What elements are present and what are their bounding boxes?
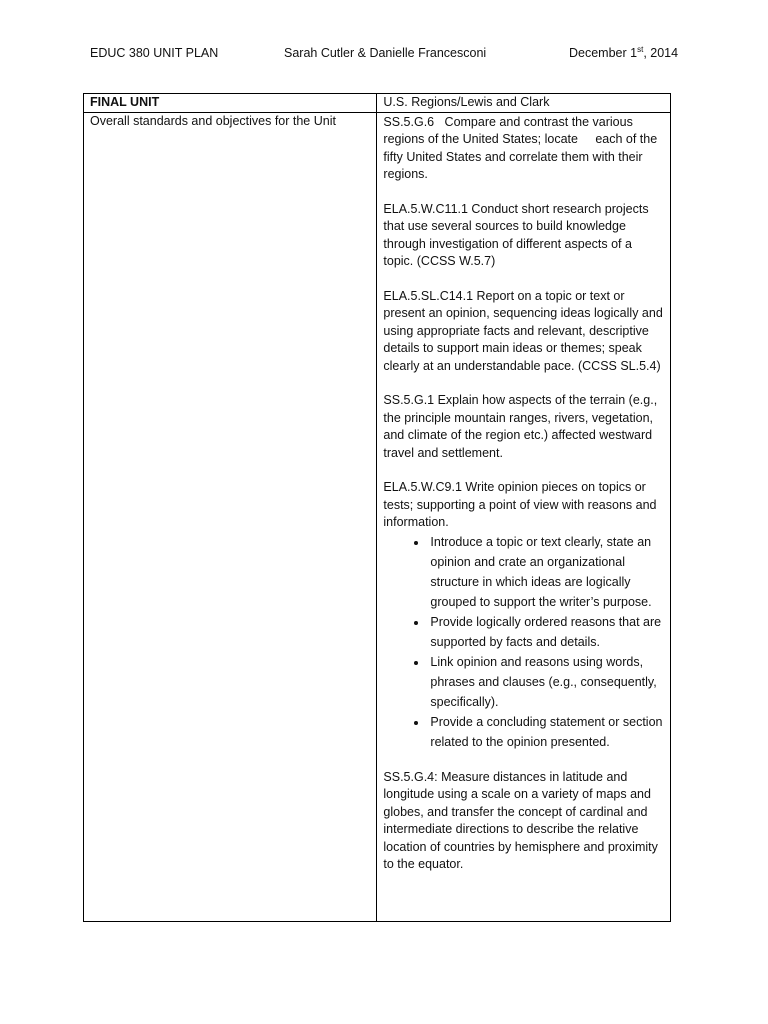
standard-ela-5-sl-c14-1: ELA.5.SL.C14.1 Report on a topic or text or present an opinion, sequencing ideas logically and using appropriate facts and relevant, descriptive details to support main ideas or themes; speak clearly at an understandable pace. (CCSS SL.5.4) xyxy=(383,288,663,373)
opinion-bullet-list xyxy=(383,532,665,752)
standard-ss-5-g-1: SS.5.G.1 Explain how aspects of the terrain (e.g., the principle mountain ranges, rivers, vegetation, and climate of the region etc.) affected westward travel and settlement. xyxy=(383,393,658,460)
standard-ss-5-g-6: SS.5.G.6 Compare and contrast the various regions of the United States; locate each of the fifty United States and correlate them with their regions. xyxy=(383,114,661,181)
standard-ss-5-g-4: SS.5.G.4: Measure distances in latitude and longitude using a scale on a variety of maps and globes, and transfer the concept of cardinal and intermediate directions to describe the relative location of countries by hemisphere and proximity to the equator. xyxy=(383,769,658,871)
date-suffix-sup: st xyxy=(637,44,644,54)
date-prefix: December 1 xyxy=(569,46,638,60)
list-item: • Introduce a topic or text clearly, state an opinion and crate an organizational structure in which ideas are logically grouped to support the writer’s purpose. xyxy=(428,532,665,612)
standard-ela-5-w-c9-1: ELA.5.W.C9.1 Write opinion pieces on topics or tests; supporting a point of view with reasons and information. xyxy=(383,480,657,529)
page-header xyxy=(0,46,768,66)
table-row xyxy=(84,112,671,921)
final-unit-value: U.S. Regions/Lewis and Clark xyxy=(377,94,671,113)
date-year: , 2014 xyxy=(643,46,679,60)
list-item: • Link opinion and reasons using words, phrases and clauses (e.g., consequently, specifically). xyxy=(428,652,665,712)
standard-ela-5-w-c11-1: ELA.5.W.C11.1 Conduct short research projects that use several sources to build knowledge through investigation of different aspects of a topic. (CCSS W.5.7) xyxy=(383,201,649,268)
list-item: • Provide a concluding statement or section related to the opinion presented. xyxy=(428,712,665,752)
date xyxy=(569,46,678,60)
table-row xyxy=(84,94,671,113)
course-title: EDUC 380 UNIT PLAN xyxy=(90,46,219,60)
authors: Sarah Cutler & Danielle Francesconi xyxy=(284,46,487,60)
standards-label: Overall standards and objectives for the Unit xyxy=(84,112,377,921)
list-item: • Provide logically ordered reasons that are supported by facts and details. xyxy=(428,612,665,652)
unit-plan-table xyxy=(83,93,671,922)
standards-content xyxy=(377,112,671,921)
final-unit-label: FINAL UNIT xyxy=(84,94,377,113)
